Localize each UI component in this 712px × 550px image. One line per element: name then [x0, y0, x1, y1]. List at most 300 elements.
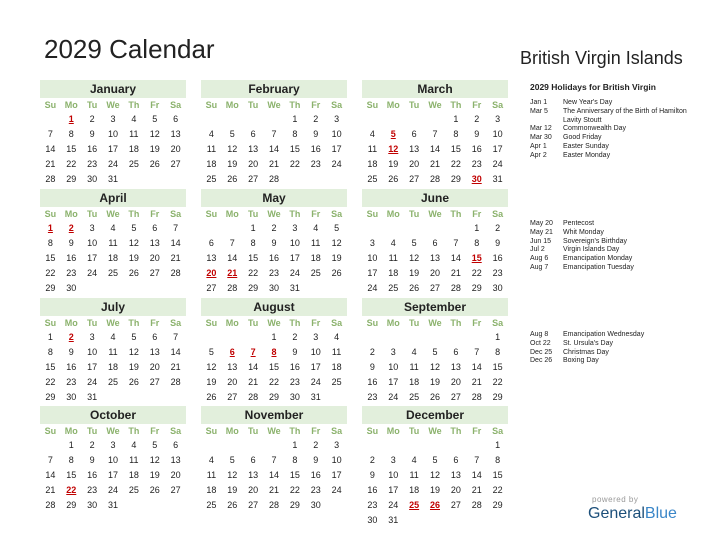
day: 17: [331, 144, 342, 154]
day: 15: [66, 470, 77, 480]
day: 12: [409, 253, 420, 263]
day: 29: [268, 392, 279, 402]
day: 7: [453, 238, 459, 248]
day: 27: [206, 283, 217, 293]
day: 5: [432, 347, 438, 357]
day: 11: [129, 455, 139, 465]
weekday-label: Sa: [492, 426, 504, 436]
day: 3: [292, 223, 298, 233]
weekday-label: Tu: [408, 209, 420, 219]
holiday-date: Jan 1: [530, 99, 548, 106]
day: 13: [170, 455, 181, 465]
day: 14: [450, 253, 461, 263]
day: 30: [367, 515, 378, 525]
weekday-label: Su: [205, 209, 218, 219]
weekday-label: Sa: [331, 426, 343, 436]
day: 30: [66, 392, 77, 402]
day: 8: [68, 455, 74, 465]
empty-day: [362, 112, 383, 127]
weekday-label: Fr: [311, 209, 321, 219]
day: 17: [367, 268, 378, 278]
day: 19: [149, 470, 160, 480]
day: 28: [170, 268, 181, 278]
weekday-label: Fr: [311, 426, 321, 436]
day: 7: [432, 129, 438, 139]
day: 30: [492, 283, 503, 293]
empty-day: [222, 112, 243, 127]
day: 19: [331, 253, 342, 263]
day: 17: [107, 144, 118, 154]
empty-day: [425, 112, 446, 127]
day: 22: [492, 377, 503, 387]
day: 1: [474, 223, 480, 233]
holiday-row: [530, 340, 690, 349]
day: 28: [45, 174, 56, 184]
holiday-name: Virgin Islands Day: [563, 246, 620, 254]
day: 8: [495, 455, 501, 465]
day: 10: [388, 470, 399, 480]
day: 11: [108, 238, 118, 248]
holiday-row: [530, 238, 690, 247]
day: 7: [474, 347, 480, 357]
day: 23: [87, 159, 98, 169]
day: 22: [248, 268, 259, 278]
holiday-row: [530, 331, 690, 340]
day: 4: [313, 223, 319, 233]
day: 9: [369, 362, 375, 372]
day: 12: [227, 144, 238, 154]
day: 4: [369, 129, 375, 139]
weekday-label: Tu: [86, 209, 98, 219]
day: 25: [409, 392, 420, 402]
day: 1: [271, 332, 277, 342]
day: 23: [492, 268, 503, 278]
day: 4: [208, 455, 214, 465]
month-header: May: [201, 189, 347, 207]
day: 3: [313, 332, 319, 342]
holiday-name: Sovereign's Birthday: [563, 237, 627, 245]
day: 29: [45, 283, 56, 293]
day: 26: [149, 159, 160, 169]
empty-day: [201, 112, 222, 127]
day: 27: [227, 392, 238, 402]
day: 24: [107, 485, 118, 495]
day: 5: [152, 114, 158, 124]
weekday-label: Fr: [150, 209, 160, 219]
day: 29: [471, 283, 482, 293]
day: 14: [471, 362, 482, 372]
empty-day: [362, 330, 383, 345]
month-march: [362, 80, 508, 187]
weekday-label: Fr: [150, 318, 160, 328]
day: 3: [390, 347, 396, 357]
country-name: British Virgin Islands: [520, 48, 683, 68]
day: 10: [87, 238, 98, 248]
day: 30: [87, 500, 98, 510]
day: 6: [173, 440, 179, 450]
weekday-label: Fr: [311, 318, 321, 328]
day: 30: [268, 283, 279, 293]
holiday-date: Mar 5: [530, 107, 548, 115]
day: 25: [367, 174, 378, 184]
day: 13: [450, 362, 461, 372]
day: 13: [409, 144, 420, 154]
day: 17: [331, 470, 342, 480]
day: 12: [149, 455, 160, 465]
day: 22: [289, 485, 300, 495]
weekday-label: Mo: [386, 426, 400, 436]
day: 20: [409, 159, 420, 169]
day: 10: [289, 238, 300, 248]
holiday-date: Apr 1: [530, 142, 547, 150]
holiday-row: [530, 255, 690, 264]
day: 2: [89, 114, 95, 124]
weekday-label: We: [267, 426, 281, 436]
day: 25: [206, 174, 217, 184]
day: 7: [47, 455, 53, 465]
day: 2: [313, 114, 319, 124]
day: 28: [429, 174, 440, 184]
weekday-label: Fr: [472, 426, 482, 436]
day: 21: [268, 159, 279, 169]
day: 2: [89, 440, 95, 450]
weekday-label: Th: [289, 426, 301, 436]
day: 17: [310, 362, 321, 372]
holiday-day: 20: [206, 268, 217, 278]
day: 9: [474, 129, 480, 139]
day: 10: [107, 455, 118, 465]
day: 29: [450, 174, 461, 184]
day: 22: [289, 159, 300, 169]
day: 3: [89, 223, 95, 233]
empty-day: [243, 438, 264, 453]
day: 6: [432, 238, 438, 248]
weekday-label: Mo: [64, 426, 78, 436]
day: 26: [128, 377, 139, 387]
weekday-label: Fr: [472, 318, 482, 328]
day: 7: [173, 332, 179, 342]
day: 21: [268, 485, 279, 495]
day: 20: [450, 377, 461, 387]
holiday-name: Boxing Day: [563, 357, 599, 365]
day: 5: [229, 129, 235, 139]
day: 19: [227, 485, 238, 495]
day: 25: [310, 268, 321, 278]
month-header: September: [362, 298, 508, 316]
holiday-row: [530, 220, 690, 229]
day: 9: [68, 238, 74, 248]
day: 7: [474, 455, 480, 465]
day: 20: [149, 253, 160, 263]
day: 12: [227, 470, 238, 480]
day: 9: [292, 347, 298, 357]
weekday-label: We: [267, 209, 281, 219]
day: 15: [289, 144, 300, 154]
month-grid: [201, 98, 347, 187]
day: 1: [250, 223, 256, 233]
day: 16: [66, 362, 77, 372]
day: 7: [229, 238, 235, 248]
day: 27: [409, 174, 420, 184]
day: 3: [369, 238, 375, 248]
empty-day: [383, 330, 404, 345]
day: 2: [474, 114, 480, 124]
day: 15: [289, 470, 300, 480]
day: 3: [110, 440, 116, 450]
day: 10: [367, 253, 378, 263]
day: 28: [471, 500, 482, 510]
month-september: [362, 298, 508, 420]
day: 13: [227, 362, 238, 372]
holiday-date: Jul 2: [530, 246, 545, 254]
holiday-date: Mar 12: [530, 125, 552, 133]
holiday-date: Aug 7: [530, 263, 549, 271]
day: 11: [108, 347, 118, 357]
day: 14: [170, 238, 181, 248]
empty-day: [243, 112, 264, 127]
month-header: December: [362, 406, 508, 424]
day: 20: [170, 470, 181, 480]
holiday-day: 7: [250, 347, 256, 357]
month-header: June: [362, 189, 508, 207]
day: 8: [292, 455, 298, 465]
month-june: [362, 189, 508, 296]
holiday-name: St. Ursula's Day: [563, 339, 613, 347]
day: 23: [289, 377, 300, 387]
day: 15: [450, 144, 461, 154]
day: 1: [47, 332, 53, 342]
holiday-row: [530, 229, 690, 238]
weekday-label: Sa: [170, 100, 182, 110]
day: 27: [450, 392, 461, 402]
day: 27: [450, 500, 461, 510]
day: 23: [66, 377, 77, 387]
day: 4: [208, 129, 214, 139]
holiday-day: 8: [271, 347, 277, 357]
holiday-row: [530, 143, 690, 152]
day: 17: [388, 485, 399, 495]
day: 6: [152, 223, 158, 233]
day: 26: [149, 485, 160, 495]
month-grid: [362, 424, 508, 528]
weekday-label: Mo: [64, 209, 78, 219]
day: 19: [409, 268, 420, 278]
month-header: July: [40, 298, 186, 316]
day: 15: [45, 362, 56, 372]
generalblue-logo: [588, 505, 677, 523]
day: 16: [87, 144, 98, 154]
weekday-label: Mo: [225, 426, 239, 436]
weekday-label: Th: [128, 426, 140, 436]
day: 20: [450, 485, 461, 495]
day: 25: [107, 377, 118, 387]
day: 23: [471, 159, 482, 169]
day: 2: [313, 440, 319, 450]
day: 24: [289, 268, 300, 278]
day: 19: [128, 362, 139, 372]
weekday-label: Tu: [86, 100, 98, 110]
day: 1: [292, 114, 298, 124]
holidays-title: 2029 Holidays for British Virgin: [530, 82, 656, 92]
day: 14: [429, 144, 440, 154]
empty-day: [404, 330, 425, 345]
day: 31: [289, 283, 300, 293]
day: 28: [268, 500, 279, 510]
day: 9: [313, 455, 319, 465]
empty-day: [445, 438, 466, 453]
day: 8: [474, 238, 480, 248]
holiday-name: Whit Monday: [563, 228, 604, 236]
weekday-label: Th: [128, 100, 140, 110]
weekday-label: We: [106, 318, 120, 328]
empty-day: [466, 330, 487, 345]
day: 22: [450, 159, 461, 169]
month-grid: [362, 316, 508, 420]
day: 19: [149, 144, 160, 154]
empty-day: [362, 438, 383, 453]
holiday-date: Oct 22: [530, 339, 551, 347]
day: 2: [369, 455, 375, 465]
month-header: August: [201, 298, 347, 316]
weekday-label: Su: [44, 209, 57, 219]
empty-day: [404, 112, 425, 127]
empty-day: [445, 221, 466, 236]
day: 13: [450, 470, 461, 480]
day: 14: [45, 470, 56, 480]
weekday-label: Fr: [311, 100, 321, 110]
day: 21: [429, 159, 440, 169]
day: 27: [170, 159, 181, 169]
day: 19: [206, 377, 217, 387]
weekday-label: Sa: [331, 209, 343, 219]
day: 26: [206, 392, 217, 402]
day: 7: [271, 455, 277, 465]
day: 17: [388, 377, 399, 387]
day: 5: [208, 347, 214, 357]
day: 17: [87, 362, 98, 372]
day: 9: [495, 238, 501, 248]
month-grid: [201, 424, 347, 513]
month-july: [40, 298, 186, 405]
holiday-date: Mar 30: [530, 134, 552, 142]
day: 5: [131, 223, 137, 233]
day: 3: [89, 332, 95, 342]
day: 23: [310, 485, 321, 495]
day: 4: [334, 332, 340, 342]
day: 8: [250, 238, 256, 248]
weekday-label: Tu: [247, 318, 259, 328]
day: 24: [310, 377, 321, 387]
page-title: 2029 Calendar: [44, 34, 215, 64]
day: 16: [310, 470, 321, 480]
day: 9: [89, 455, 95, 465]
weekday-label: Tu: [247, 100, 259, 110]
day: 18: [310, 253, 321, 263]
month-grid: [40, 316, 186, 405]
day: 31: [492, 174, 503, 184]
weekday-label: Th: [450, 209, 462, 219]
day: 5: [229, 455, 235, 465]
empty-day: [201, 438, 222, 453]
holiday-day: 25: [409, 500, 420, 510]
holiday-row: [530, 246, 690, 255]
empty-day: [404, 438, 425, 453]
empty-day: [383, 221, 404, 236]
day: 3: [334, 114, 340, 124]
day: 6: [250, 129, 256, 139]
day: 26: [331, 268, 342, 278]
day: 5: [411, 238, 417, 248]
day: 28: [268, 174, 279, 184]
month-header: March: [362, 80, 508, 98]
day: 21: [248, 377, 259, 387]
day: 11: [129, 129, 139, 139]
day: 26: [409, 283, 420, 293]
weekday-label: We: [106, 426, 120, 436]
day: 24: [388, 392, 399, 402]
weekday-label: Th: [128, 209, 140, 219]
weekday-label: We: [106, 209, 120, 219]
day: 4: [110, 223, 116, 233]
day: 23: [367, 500, 378, 510]
day: 20: [429, 268, 440, 278]
day: 20: [248, 159, 259, 169]
month-grid: [40, 424, 186, 513]
weekday-label: Th: [450, 318, 462, 328]
day: 29: [289, 500, 300, 510]
day: 2: [271, 223, 277, 233]
day: 19: [429, 485, 440, 495]
day: 22: [471, 268, 482, 278]
weekday-label: Th: [450, 426, 462, 436]
holiday-row: [530, 152, 690, 161]
day: 10: [331, 129, 342, 139]
day: 14: [268, 144, 279, 154]
weekday-label: Mo: [225, 209, 239, 219]
day: 28: [227, 283, 238, 293]
holiday-day: 1: [47, 223, 53, 233]
day: 18: [107, 362, 118, 372]
day: 13: [170, 129, 181, 139]
day: 4: [411, 455, 417, 465]
day: 20: [227, 377, 238, 387]
holiday-date: Dec 25: [530, 348, 553, 356]
weekday-label: Mo: [386, 100, 400, 110]
holiday-group: [530, 220, 690, 273]
day: 20: [248, 485, 259, 495]
day: 1: [68, 440, 74, 450]
day: 11: [367, 144, 378, 154]
day: 13: [248, 144, 259, 154]
day: 18: [331, 362, 342, 372]
weekday-label: Su: [44, 100, 57, 110]
day: 17: [107, 470, 118, 480]
holiday-group: [530, 99, 690, 161]
day: 20: [170, 144, 181, 154]
day: 26: [227, 500, 238, 510]
holiday-name: Emancipation Wednesday: [563, 331, 645, 338]
month-grid: [40, 207, 186, 296]
weekday-label: We: [267, 100, 281, 110]
day: 15: [492, 470, 503, 480]
month-december: [362, 406, 508, 528]
day: 25: [128, 159, 139, 169]
day: 4: [390, 238, 396, 248]
holiday-row: [530, 264, 690, 273]
month-august: [201, 298, 347, 405]
holiday-name: The Anniversary of the Birth of Hamilton Lavity Stoutt: [563, 107, 687, 124]
day: 1: [495, 440, 501, 450]
